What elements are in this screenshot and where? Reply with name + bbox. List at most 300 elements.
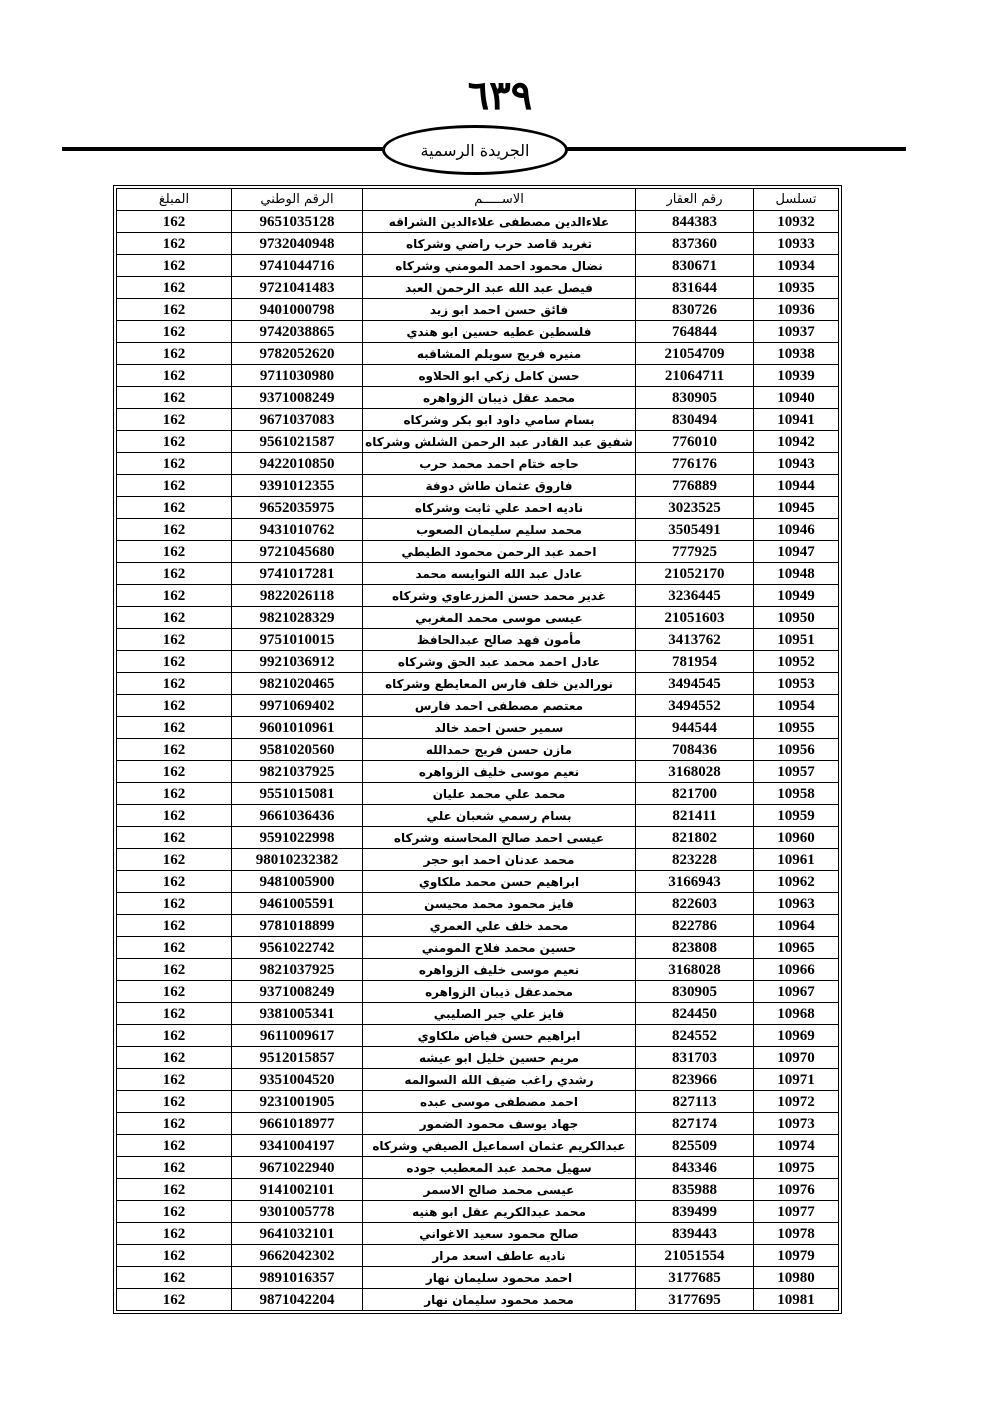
cell-amount: 162 xyxy=(117,475,232,497)
table-row xyxy=(117,1091,839,1113)
cell-property-no: 3413762 xyxy=(636,629,754,651)
cell-name: فايز محمود محمد محيسن xyxy=(363,893,636,915)
cell-property-no: 822603 xyxy=(636,893,754,915)
cell-serial: 10957 xyxy=(754,761,839,783)
cell-amount: 162 xyxy=(117,1289,232,1311)
cell-amount: 162 xyxy=(117,1113,232,1135)
cell-national-id: 9512015857 xyxy=(232,1047,363,1069)
cell-amount: 162 xyxy=(117,739,232,761)
cell-property-no: 824552 xyxy=(636,1025,754,1047)
table-row xyxy=(117,717,839,739)
cell-amount: 162 xyxy=(117,1025,232,1047)
table-row xyxy=(117,1025,839,1047)
cell-serial: 10976 xyxy=(754,1179,839,1201)
table-row xyxy=(117,277,839,299)
cell-serial: 10942 xyxy=(754,431,839,453)
table-header-row xyxy=(117,189,839,211)
cell-amount: 162 xyxy=(117,497,232,519)
cell-property-no: 21051554 xyxy=(636,1245,754,1267)
cell-name: بسام سامي داود ابو بكر وشركاه xyxy=(363,409,636,431)
cell-name: احمد عبد الرحمن محمود الطيطي xyxy=(363,541,636,563)
cell-amount: 162 xyxy=(117,409,232,431)
cell-amount: 162 xyxy=(117,1157,232,1179)
cell-property-no: 823966 xyxy=(636,1069,754,1091)
cell-serial: 10977 xyxy=(754,1201,839,1223)
cell-property-no: 781954 xyxy=(636,651,754,673)
cell-serial: 10943 xyxy=(754,453,839,475)
header-amount: المبلغ xyxy=(117,189,232,211)
cell-property-no: 827113 xyxy=(636,1091,754,1113)
table-row xyxy=(117,211,839,233)
cell-name: مازن حسن فريج حمدالله xyxy=(363,739,636,761)
cell-national-id: 9581020560 xyxy=(232,739,363,761)
cell-serial: 10968 xyxy=(754,1003,839,1025)
cell-national-id: 9661036436 xyxy=(232,805,363,827)
cell-name: محمد عبدالكريم عقل ابو هنيه xyxy=(363,1201,636,1223)
cell-serial: 10938 xyxy=(754,343,839,365)
cell-amount: 162 xyxy=(117,761,232,783)
cell-serial: 10936 xyxy=(754,299,839,321)
cell-name: حسن كامل زكي ابو الحلاوه xyxy=(363,365,636,387)
table-row xyxy=(117,1245,839,1267)
header-name: الاســـــم xyxy=(363,189,636,211)
cell-name: فاروق عثمان طاش دوفة xyxy=(363,475,636,497)
cell-property-no: 21052170 xyxy=(636,563,754,585)
cell-amount: 162 xyxy=(117,1179,232,1201)
cell-name: رشدي راغب ضيف الله السوالمه xyxy=(363,1069,636,1091)
table-row xyxy=(117,255,839,277)
cell-property-no: 843346 xyxy=(636,1157,754,1179)
cell-property-no: 821700 xyxy=(636,783,754,805)
cell-name: عيسى موسى محمد المغربي xyxy=(363,607,636,629)
cell-national-id: 9351004520 xyxy=(232,1069,363,1091)
cell-name: محمد عقل ذيبان الزواهره xyxy=(363,387,636,409)
table-row xyxy=(117,1179,839,1201)
cell-name: محمد محمود سليمان نهار xyxy=(363,1289,636,1311)
cell-serial: 10961 xyxy=(754,849,839,871)
cell-serial: 10954 xyxy=(754,695,839,717)
cell-name: تغريد قاصد حرب راضي وشركاه xyxy=(363,233,636,255)
cell-serial: 10952 xyxy=(754,651,839,673)
table-row xyxy=(117,431,839,453)
cell-amount: 162 xyxy=(117,805,232,827)
cell-name: عادل عبد الله النوايسه محمد xyxy=(363,563,636,585)
table-row xyxy=(117,1289,839,1311)
table-row xyxy=(117,299,839,321)
cell-amount: 162 xyxy=(117,695,232,717)
cell-serial: 10962 xyxy=(754,871,839,893)
cell-serial: 10934 xyxy=(754,255,839,277)
cell-national-id: 9891016357 xyxy=(232,1267,363,1289)
cell-national-id: 9671037083 xyxy=(232,409,363,431)
cell-serial: 10948 xyxy=(754,563,839,585)
cell-national-id: 9721045680 xyxy=(232,541,363,563)
cell-national-id: 9971069402 xyxy=(232,695,363,717)
cell-name: نعيم موسى خليف الزواهره xyxy=(363,959,636,981)
cell-property-no: 777925 xyxy=(636,541,754,563)
table-row xyxy=(117,673,839,695)
cell-serial: 10973 xyxy=(754,1113,839,1135)
cell-amount: 162 xyxy=(117,1003,232,1025)
cell-property-no: 821411 xyxy=(636,805,754,827)
cell-property-no: 3505491 xyxy=(636,519,754,541)
cell-serial: 10981 xyxy=(754,1289,839,1311)
cell-property-no: 21054709 xyxy=(636,343,754,365)
cell-national-id: 9921036912 xyxy=(232,651,363,673)
cell-name: نعيم موسى خليف الزواهره xyxy=(363,761,636,783)
table-row xyxy=(117,343,839,365)
table-row xyxy=(117,783,839,805)
cell-national-id: 9561021587 xyxy=(232,431,363,453)
cell-name: شفيق عبد القادر عبد الرحمن الشلش وشركاه xyxy=(363,431,636,453)
table-row xyxy=(117,1113,839,1135)
cell-amount: 162 xyxy=(117,277,232,299)
cell-amount: 162 xyxy=(117,937,232,959)
cell-amount: 162 xyxy=(117,563,232,585)
cell-name: فيصل عبد الله عبد الرحمن العبد xyxy=(363,277,636,299)
cell-name: فائق حسن احمد ابو زيد xyxy=(363,299,636,321)
cell-national-id: 9821020465 xyxy=(232,673,363,695)
cell-name: احمد مصطفى موسى عبده xyxy=(363,1091,636,1113)
cell-name: محمدعقل ذيبان الزواهره xyxy=(363,981,636,1003)
cell-serial: 10947 xyxy=(754,541,839,563)
table-row xyxy=(117,871,839,893)
header-national-id: الرقم الوطني xyxy=(232,189,363,211)
cell-name: محمد سليم سليمان الصعوب xyxy=(363,519,636,541)
cell-serial: 10949 xyxy=(754,585,839,607)
cell-national-id: 9871042204 xyxy=(232,1289,363,1311)
cell-serial: 10951 xyxy=(754,629,839,651)
cell-property-no: 708436 xyxy=(636,739,754,761)
cell-property-no: 823808 xyxy=(636,937,754,959)
cell-national-id: 98010232382 xyxy=(232,849,363,871)
cell-serial: 10937 xyxy=(754,321,839,343)
cell-national-id: 9741044716 xyxy=(232,255,363,277)
cell-amount: 162 xyxy=(117,321,232,343)
cell-amount: 162 xyxy=(117,673,232,695)
cell-serial: 10956 xyxy=(754,739,839,761)
table-row xyxy=(117,981,839,1003)
cell-serial: 10940 xyxy=(754,387,839,409)
table-row xyxy=(117,915,839,937)
cell-serial: 10967 xyxy=(754,981,839,1003)
cell-property-no: 844383 xyxy=(636,211,754,233)
cell-property-no: 835988 xyxy=(636,1179,754,1201)
table-row xyxy=(117,1003,839,1025)
cell-property-no: 823228 xyxy=(636,849,754,871)
cell-name: منيره فريج سويلم المشاقبه xyxy=(363,343,636,365)
table-row xyxy=(117,497,839,519)
cell-serial: 10946 xyxy=(754,519,839,541)
cell-name: نضال محمود احمد المومني وشركاه xyxy=(363,255,636,277)
cell-serial: 10963 xyxy=(754,893,839,915)
cell-name: مأمون فهد صالح عبدالحافظ xyxy=(363,629,636,651)
cell-national-id: 9561022742 xyxy=(232,937,363,959)
page-number: ٦٣٩ xyxy=(467,72,533,119)
table-row xyxy=(117,695,839,717)
cell-serial: 10970 xyxy=(754,1047,839,1069)
cell-name: محمد علي محمد عليان xyxy=(363,783,636,805)
cell-national-id: 9821028329 xyxy=(232,607,363,629)
cell-serial: 10965 xyxy=(754,937,839,959)
cell-serial: 10972 xyxy=(754,1091,839,1113)
cell-name: فلسطين عطيه حسين ابو هندي xyxy=(363,321,636,343)
table-row xyxy=(117,541,839,563)
cell-property-no: 824450 xyxy=(636,1003,754,1025)
cell-serial: 10960 xyxy=(754,827,839,849)
cell-name: ناديه احمد علي ثابت وشركاه xyxy=(363,497,636,519)
cell-name: عبدالكريم عثمان اسماعيل الصيفي وشركاه xyxy=(363,1135,636,1157)
cell-name: فايز علي جبر الصليبي xyxy=(363,1003,636,1025)
cell-name: علاءالدين مصطفى علاءالدين الشراقه xyxy=(363,211,636,233)
masthead-oval xyxy=(382,125,568,175)
cell-national-id: 9751010015 xyxy=(232,629,363,651)
cell-name: عيسى احمد صالح المحاسنه وشركاه xyxy=(363,827,636,849)
table-row xyxy=(117,475,839,497)
table-row xyxy=(117,365,839,387)
table-row xyxy=(117,651,839,673)
table-row xyxy=(117,1157,839,1179)
cell-national-id: 9231001905 xyxy=(232,1091,363,1113)
cell-national-id: 9651035128 xyxy=(232,211,363,233)
table-row xyxy=(117,607,839,629)
table-row xyxy=(117,1069,839,1091)
table-row xyxy=(117,563,839,585)
cell-name: عادل احمد محمد عبد الحق وشركاه xyxy=(363,651,636,673)
cell-property-no: 830671 xyxy=(636,255,754,277)
cell-property-no: 776889 xyxy=(636,475,754,497)
cell-property-no: 3236445 xyxy=(636,585,754,607)
cell-national-id: 9591022998 xyxy=(232,827,363,849)
table-body xyxy=(117,211,839,1311)
cell-property-no: 776176 xyxy=(636,453,754,475)
cell-property-no: 830494 xyxy=(636,409,754,431)
cell-national-id: 9742038865 xyxy=(232,321,363,343)
cell-serial: 10941 xyxy=(754,409,839,431)
cell-property-no: 821802 xyxy=(636,827,754,849)
cell-national-id: 9141002101 xyxy=(232,1179,363,1201)
cell-property-no: 825509 xyxy=(636,1135,754,1157)
table-row xyxy=(117,409,839,431)
cell-serial: 10980 xyxy=(754,1267,839,1289)
cell-amount: 162 xyxy=(117,1135,232,1157)
cell-serial: 10974 xyxy=(754,1135,839,1157)
table-row xyxy=(117,321,839,343)
cell-amount: 162 xyxy=(117,1047,232,1069)
cell-property-no: 827174 xyxy=(636,1113,754,1135)
table-row xyxy=(117,387,839,409)
cell-amount: 162 xyxy=(117,585,232,607)
cell-national-id: 9641032101 xyxy=(232,1223,363,1245)
cell-amount: 162 xyxy=(117,871,232,893)
cell-amount: 162 xyxy=(117,541,232,563)
table-row xyxy=(117,233,839,255)
cell-national-id: 9381005341 xyxy=(232,1003,363,1025)
table-row xyxy=(117,893,839,915)
cell-amount: 162 xyxy=(117,1223,232,1245)
records-table xyxy=(116,188,839,1311)
cell-property-no: 21051603 xyxy=(636,607,754,629)
cell-amount: 162 xyxy=(117,827,232,849)
cell-amount: 162 xyxy=(117,1201,232,1223)
cell-serial: 10953 xyxy=(754,673,839,695)
cell-property-no: 839499 xyxy=(636,1201,754,1223)
cell-serial: 10935 xyxy=(754,277,839,299)
cell-name: حسين محمد فلاح المومني xyxy=(363,937,636,959)
cell-amount: 162 xyxy=(117,1245,232,1267)
cell-serial: 10969 xyxy=(754,1025,839,1047)
cell-national-id: 9821037925 xyxy=(232,761,363,783)
cell-name: عيسى محمد صالح الاسمر xyxy=(363,1179,636,1201)
cell-national-id: 9711030980 xyxy=(232,365,363,387)
table-row xyxy=(117,585,839,607)
cell-amount: 162 xyxy=(117,453,232,475)
cell-serial: 10966 xyxy=(754,959,839,981)
cell-serial: 10950 xyxy=(754,607,839,629)
cell-property-no: 3494545 xyxy=(636,673,754,695)
header-serial: تسلسل xyxy=(754,189,839,211)
cell-serial: 10945 xyxy=(754,497,839,519)
cell-serial: 10971 xyxy=(754,1069,839,1091)
table-row xyxy=(117,453,839,475)
cell-amount: 162 xyxy=(117,959,232,981)
cell-amount: 162 xyxy=(117,519,232,541)
cell-property-no: 837360 xyxy=(636,233,754,255)
cell-national-id: 9652035975 xyxy=(232,497,363,519)
cell-national-id: 9741017281 xyxy=(232,563,363,585)
cell-national-id: 9721041483 xyxy=(232,277,363,299)
cell-national-id: 9391012355 xyxy=(232,475,363,497)
cell-name: ناديه عاطف اسعد مرار xyxy=(363,1245,636,1267)
table-row xyxy=(117,805,839,827)
cell-name: احمد محمود سليمان نهار xyxy=(363,1267,636,1289)
cell-national-id: 9671022940 xyxy=(232,1157,363,1179)
cell-serial: 10944 xyxy=(754,475,839,497)
table-row xyxy=(117,519,839,541)
cell-property-no: 3023525 xyxy=(636,497,754,519)
table-row xyxy=(117,1201,839,1223)
cell-amount: 162 xyxy=(117,981,232,1003)
cell-serial: 10939 xyxy=(754,365,839,387)
cell-amount: 162 xyxy=(117,211,232,233)
cell-name: غدير محمد حسن المزرعاوي وشركاه xyxy=(363,585,636,607)
cell-amount: 162 xyxy=(117,365,232,387)
cell-property-no: 21064711 xyxy=(636,365,754,387)
cell-name: مريم حسين خليل ابو عيشه xyxy=(363,1047,636,1069)
cell-property-no: 3168028 xyxy=(636,761,754,783)
cell-amount: 162 xyxy=(117,893,232,915)
cell-amount: 162 xyxy=(117,915,232,937)
cell-serial: 10933 xyxy=(754,233,839,255)
cell-name: حاجه ختام احمد محمد حرب xyxy=(363,453,636,475)
cell-national-id: 9341004197 xyxy=(232,1135,363,1157)
cell-amount: 162 xyxy=(117,1069,232,1091)
table-row xyxy=(117,849,839,871)
cell-national-id: 9821037925 xyxy=(232,959,363,981)
cell-property-no: 831703 xyxy=(636,1047,754,1069)
table-row xyxy=(117,937,839,959)
cell-national-id: 9481005900 xyxy=(232,871,363,893)
cell-property-no: 764844 xyxy=(636,321,754,343)
cell-property-no: 830905 xyxy=(636,387,754,409)
cell-national-id: 9822026118 xyxy=(232,585,363,607)
cell-name: ابراهيم حسن محمد ملكاوي xyxy=(363,871,636,893)
table-row xyxy=(117,1223,839,1245)
cell-national-id: 9732040948 xyxy=(232,233,363,255)
cell-serial: 10964 xyxy=(754,915,839,937)
cell-national-id: 9781018899 xyxy=(232,915,363,937)
cell-amount: 162 xyxy=(117,1091,232,1113)
cell-property-no: 3166943 xyxy=(636,871,754,893)
cell-serial: 10955 xyxy=(754,717,839,739)
cell-property-no: 3494552 xyxy=(636,695,754,717)
cell-national-id: 9601010961 xyxy=(232,717,363,739)
table-row xyxy=(117,1267,839,1289)
cell-property-no: 830726 xyxy=(636,299,754,321)
cell-name: بسام رسمي شعبان علي xyxy=(363,805,636,827)
cell-property-no: 3177695 xyxy=(636,1289,754,1311)
cell-amount: 162 xyxy=(117,607,232,629)
cell-national-id: 9422010850 xyxy=(232,453,363,475)
cell-amount: 162 xyxy=(117,717,232,739)
table-row xyxy=(117,761,839,783)
cell-amount: 162 xyxy=(117,1267,232,1289)
cell-national-id: 9371008249 xyxy=(232,387,363,409)
cell-property-no: 830905 xyxy=(636,981,754,1003)
cell-property-no: 831644 xyxy=(636,277,754,299)
table-row xyxy=(117,1135,839,1157)
cell-national-id: 9461005591 xyxy=(232,893,363,915)
cell-property-no: 3177685 xyxy=(636,1267,754,1289)
cell-national-id: 9611009617 xyxy=(232,1025,363,1047)
cell-amount: 162 xyxy=(117,783,232,805)
header-property-no: رقم العقار xyxy=(636,189,754,211)
cell-name: سهيل محمد عبد المعطيب جوده xyxy=(363,1157,636,1179)
cell-amount: 162 xyxy=(117,387,232,409)
table-row xyxy=(117,1047,839,1069)
table-row xyxy=(117,739,839,761)
table-row xyxy=(117,959,839,981)
cell-national-id: 9782052620 xyxy=(232,343,363,365)
cell-name: صالح محمود سعيد الاغواني xyxy=(363,1223,636,1245)
cell-amount: 162 xyxy=(117,431,232,453)
cell-property-no: 3168028 xyxy=(636,959,754,981)
cell-name: جهاد يوسف محمود الضمور xyxy=(363,1113,636,1135)
table-row xyxy=(117,827,839,849)
table-row xyxy=(117,629,839,651)
cell-amount: 162 xyxy=(117,343,232,365)
cell-name: محمد عدنان احمد ابو حجر xyxy=(363,849,636,871)
cell-name: نورالدين خلف فارس المعايطع وشركاه xyxy=(363,673,636,695)
cell-amount: 162 xyxy=(117,255,232,277)
cell-national-id: 9401000798 xyxy=(232,299,363,321)
cell-national-id: 9662042302 xyxy=(232,1245,363,1267)
cell-property-no: 776010 xyxy=(636,431,754,453)
cell-name: محمد خلف علي العمري xyxy=(363,915,636,937)
cell-amount: 162 xyxy=(117,299,232,321)
cell-property-no: 839443 xyxy=(636,1223,754,1245)
cell-serial: 10978 xyxy=(754,1223,839,1245)
cell-serial: 10932 xyxy=(754,211,839,233)
masthead-title: الجريدة الرسمية xyxy=(420,140,530,160)
cell-name: سمير حسن احمد خالد xyxy=(363,717,636,739)
cell-national-id: 9431010762 xyxy=(232,519,363,541)
cell-national-id: 9301005778 xyxy=(232,1201,363,1223)
cell-amount: 162 xyxy=(117,233,232,255)
cell-national-id: 9371008249 xyxy=(232,981,363,1003)
cell-amount: 162 xyxy=(117,651,232,673)
cell-name: معتصم مصطفى احمد فارس xyxy=(363,695,636,717)
